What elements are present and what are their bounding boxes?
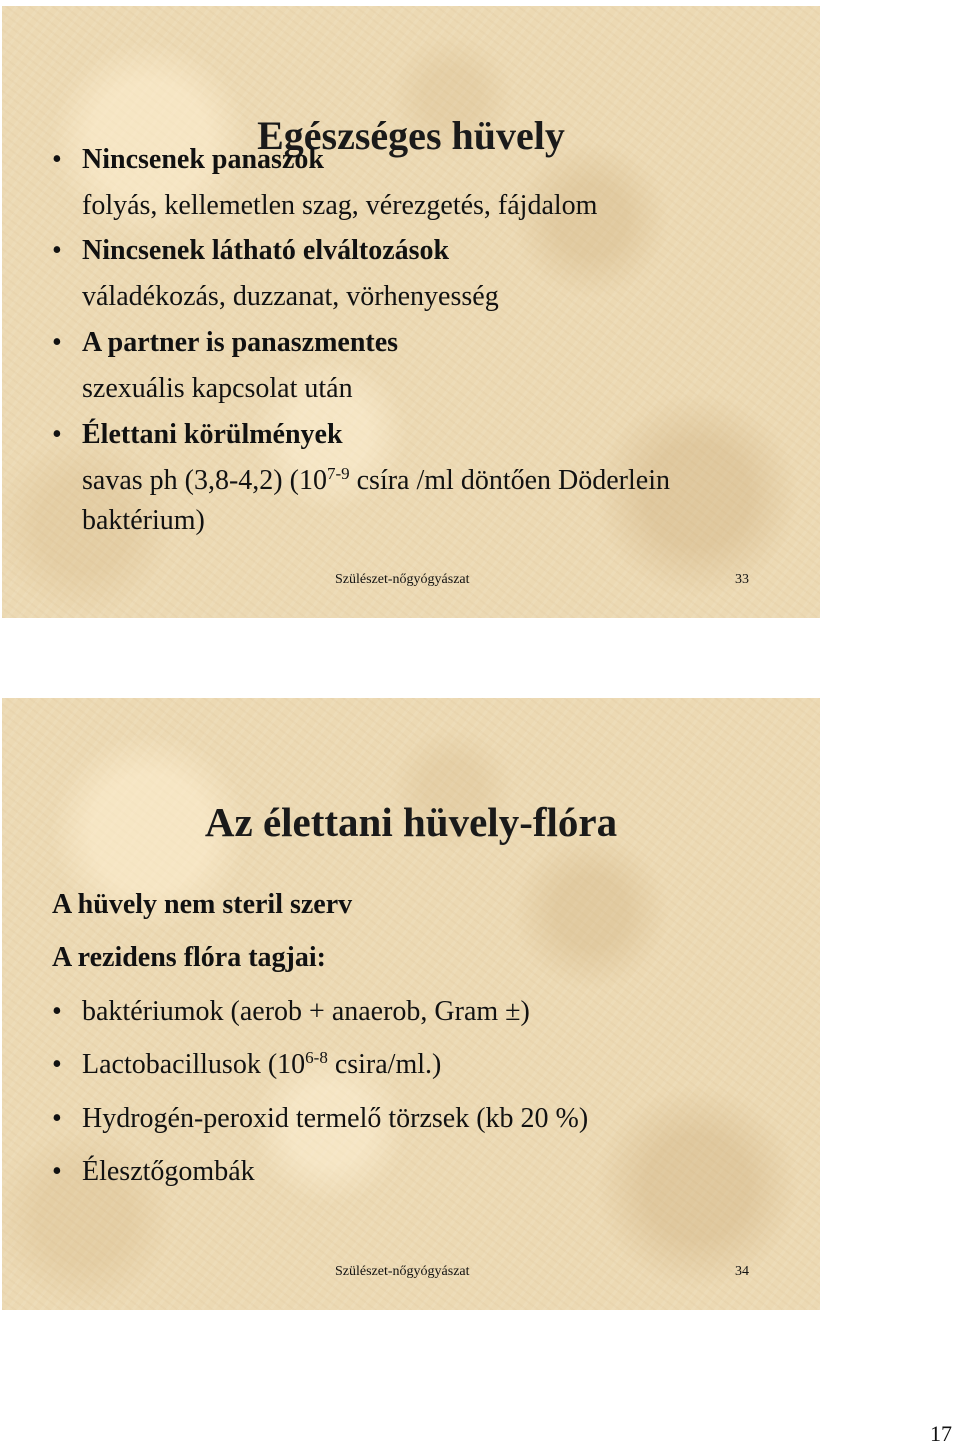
bullet-text: baktériumok (aerob + anaerob, Gram ±)	[82, 996, 530, 1027]
bullet-pre: Lactobacillusok (10	[82, 1049, 306, 1080]
bullet-post: csira/ml.)	[327, 1049, 442, 1080]
detail-text: szexuális kapcsolat után	[82, 373, 353, 404]
detail-pre: savas ph (3,8-4,2) (10	[82, 465, 327, 496]
detail-post: csíra /ml döntően Döderlein	[349, 465, 670, 496]
bullet-marker: •	[52, 1103, 62, 1134]
bullet-marker: •	[52, 235, 62, 266]
bullet-marker: •	[52, 1156, 62, 1187]
slide-34	[2, 698, 820, 1310]
page-number: 17	[930, 1421, 952, 1446]
slide-number: 34	[735, 1264, 749, 1279]
bullet-marker: •	[52, 327, 62, 358]
bullet-item	[52, 1048, 442, 1080]
detail-text: folyás, kellemetlen szag, vérezgetés, fájdalom	[82, 190, 598, 221]
bullet-marker: •	[52, 144, 62, 175]
exponent: 7-9	[326, 464, 350, 483]
slide-number: 33	[735, 572, 749, 587]
bullet-item	[52, 1156, 255, 1187]
bullet-marker: •	[52, 1049, 62, 1080]
bullet-item	[52, 144, 324, 175]
detail-text: baktérium)	[82, 505, 205, 536]
bullet-marker: •	[52, 419, 62, 450]
slide-title: Egészséges hüvely	[257, 113, 565, 158]
detail-text: váladékozás, duzzanat, vörhenyesség	[82, 281, 499, 312]
bullet-text: Élettani körülmények	[82, 419, 343, 450]
bullet-marker: •	[52, 996, 62, 1027]
slide-33	[2, 6, 820, 618]
slide-footer: Szülészet-nőgyógyászat	[335, 1264, 470, 1279]
bullet-item	[52, 235, 450, 266]
bullet-text: Nincsenek látható elváltozások	[82, 235, 450, 266]
bullet-text: Hydrogén-peroxid termelő törzsek (kb 20 %)	[82, 1103, 589, 1134]
bullet-text	[82, 1049, 441, 1080]
slide-title: Az élettani hüvely-flóra	[204, 799, 618, 845]
bullet-text: Élesztőgombák	[82, 1156, 255, 1187]
bullet-item	[52, 327, 399, 358]
bullet-item	[52, 996, 530, 1027]
bullet-item	[52, 419, 343, 450]
bullet-text: Nincsenek panaszok	[82, 144, 324, 175]
bullet-text: A partner is panaszmentes	[82, 327, 399, 358]
slide-footer: Szülészet-nőgyógyászat	[335, 572, 470, 587]
intro-line: A hüvely nem steril szerv	[52, 889, 353, 920]
intro-line: A rezidens flóra tagjai:	[52, 942, 326, 973]
detail-text	[82, 464, 670, 496]
bullet-item	[52, 1103, 589, 1134]
exponent: 6-8	[305, 1048, 328, 1067]
